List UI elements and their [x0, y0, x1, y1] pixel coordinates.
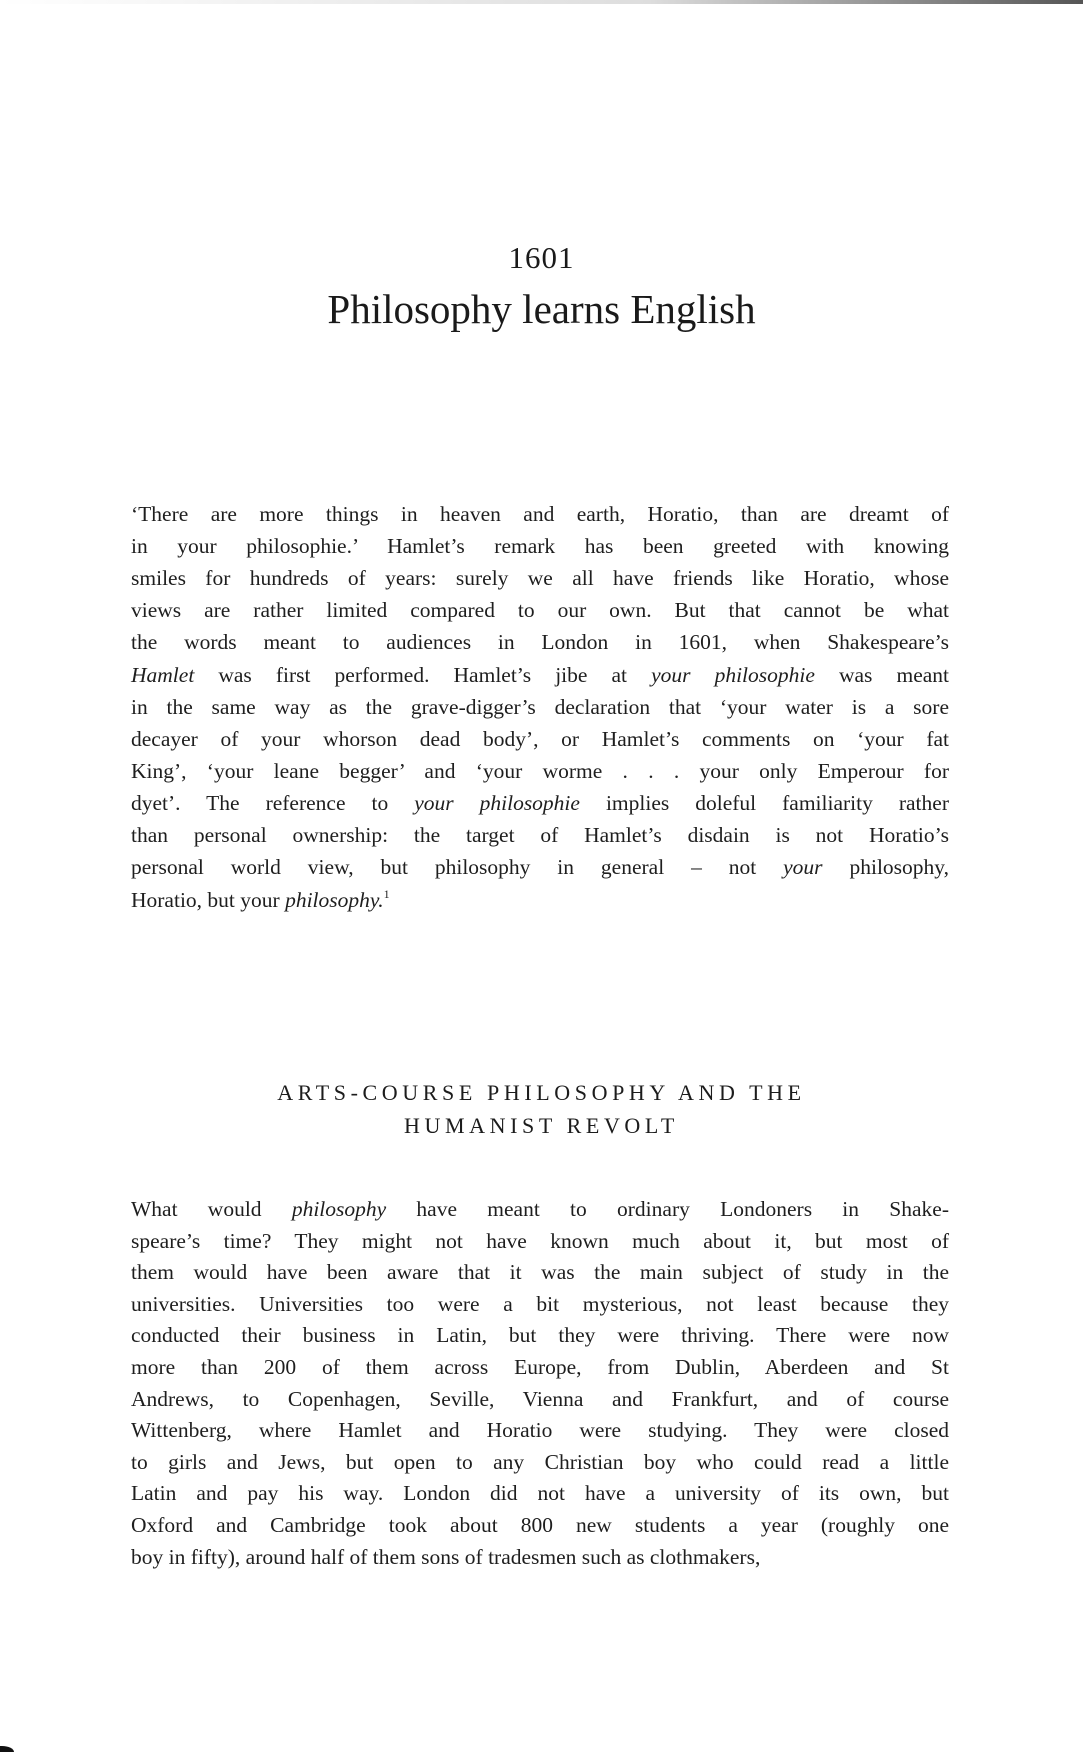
text-line: dyet’. The reference to your philosophie implies doleful familiarity rather	[131, 790, 949, 815]
text-line: speare’s time? They might not have known much about it, but most of	[131, 1228, 949, 1253]
text-line: What would philosophy have meant to ordinary Londoners in Shake-	[131, 1197, 949, 1221]
italic-text: philosophy	[291, 1197, 387, 1221]
text-line: universities. Universities too were a bit mysterious, not least because they	[131, 1291, 949, 1316]
text-line: to girls and Jews, but open to any Christian boy who could read a little	[131, 1449, 949, 1474]
text-line: Andrews, to Copenhagen, Seville, Vienna and Frankfurt, and of course	[131, 1386, 949, 1411]
italic-text: your philosophie	[651, 662, 815, 687]
italic-text: your	[783, 855, 823, 880]
text-line: personal world view, but philosophy in general – not your philosophy,	[131, 855, 950, 880]
italic-text: Hamlet	[131, 662, 195, 687]
text-line: conducted their business in Latin, but they were thriving. There were now	[131, 1323, 949, 1348]
italic-text: your philosophie	[414, 790, 580, 815]
text-line: than personal ownership: the target of Hamlet’s disdain is not Horatio’s	[131, 823, 949, 847]
italic-text: philosophy.	[285, 888, 384, 913]
section-heading-line-2: HUMANIST REVOLT	[404, 1113, 679, 1138]
text-line: boy in fifty), around half of them sons of tradesmen such as clothmakers,	[131, 1544, 761, 1569]
text-line: Horatio, but your philosophy.$^1$	[131, 887, 390, 913]
text-line: decayer of your whorson dead body’, or Hamlet’s comments on ‘your fat	[131, 726, 949, 751]
scan-edge-shadow-bottom	[0, 1746, 14, 1752]
chapter-number: 1601	[508, 240, 575, 275]
text-line: more than 200 of them across Europe, from Dublin, Aberdeen and St	[131, 1355, 949, 1379]
text-line: views are rather limited compared to our own. But that cannot be what	[131, 598, 949, 623]
text-line: in the same way as the grave-digger’s declaration that ‘your water is a sore	[131, 694, 949, 719]
section-heading-line-1: ARTS-COURSE PHILOSOPHY AND THE	[277, 1080, 806, 1105]
chapter-title: Philosophy learns English	[327, 286, 756, 332]
text-line: Latin and pay his way. London did not have a university of its own, but	[131, 1481, 949, 1506]
scan-edge-shadow-top	[0, 0, 1083, 4]
text-line: in your philosophie.’ Hamlet’s remark has been greeted with knowing	[131, 534, 949, 559]
text-line: Wittenberg, where Hamlet and Horatio were studying. They were closed	[131, 1418, 949, 1443]
text-line: smiles for hundreds of years: surely we all have friends like Horatio, whose	[131, 566, 949, 591]
text-line: King’, ‘your leane begger’ and ‘your worme . . . your only Emperour for	[131, 758, 949, 783]
text-line: them would have been aware that it was the main subject of study in the	[131, 1260, 949, 1285]
text-line: Oxford and Cambridge took about 800 new students a year (roughly one	[131, 1513, 949, 1537]
text-line: ‘There are more things in heaven and earth, Horatio, than are dreamt of	[131, 502, 949, 526]
text-line: the words meant to audiences in London in 1601, when Shakespeare’s	[131, 630, 949, 655]
text-line: Hamlet was first performed. Hamlet’s jibe at your philosophie was meant	[131, 662, 949, 687]
footnote-marker[interactable]: 1	[383, 887, 390, 902]
